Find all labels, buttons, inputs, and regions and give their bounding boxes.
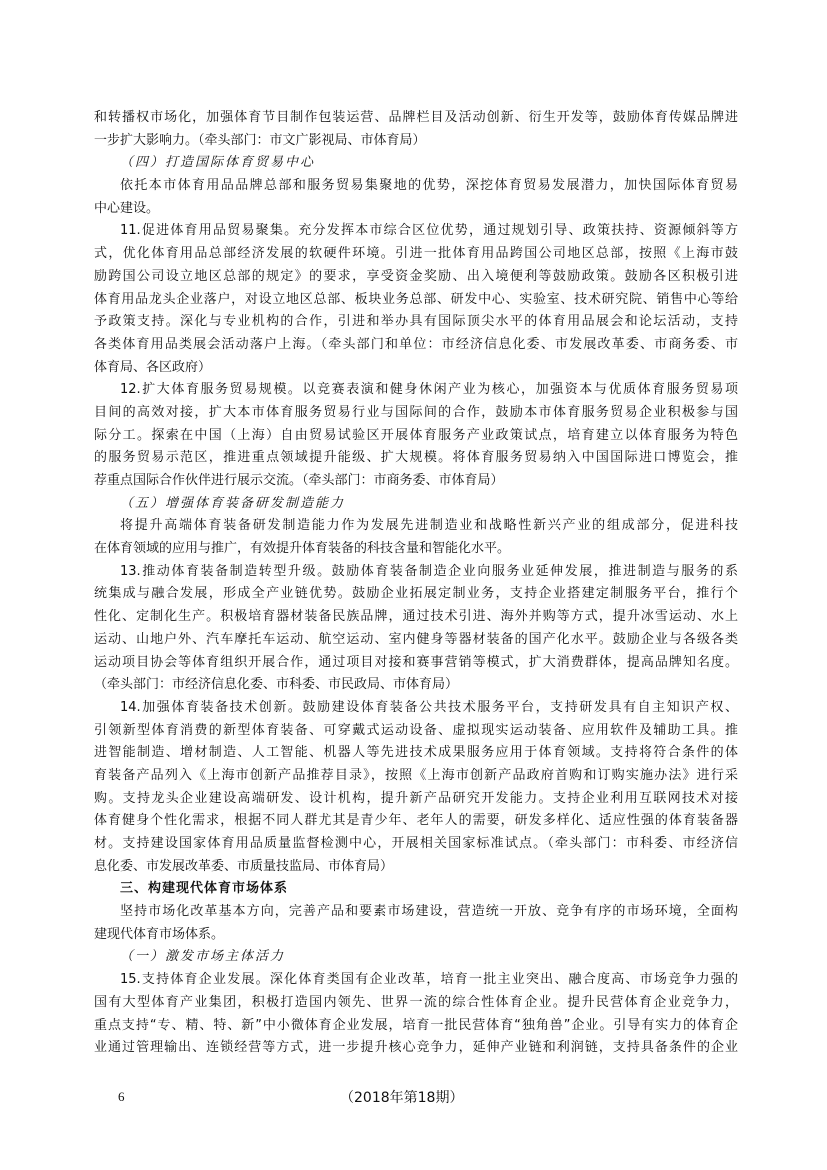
text-line: 进智能制造、增材制造、人工智能、机器人等先进技术成果服务应用于体育领域。支持将符合条件的体 (94, 745, 738, 761)
text-line: （一）激发市场主体活力 (120, 949, 286, 965)
paragraph (94, 379, 738, 492)
text-line: 目间的高效对接，扩大本市体育服务贸易行业与国际间的合作，鼓励本市体育服务贸易企业积极参与国 (94, 404, 738, 420)
text-line: 育装备产品列入《上海市创新产品推荐目录》，按照《上海市创新产品政府首购和订购实施办法》进行采 (94, 767, 738, 783)
text-line: 购。支持龙头企业建设高端研发、设计机构，提升新产品研究开发能力。支持企业利用互联网技术对接 (94, 790, 738, 806)
text-line: 励跨国公司设立地区总部的规定》的要求，享受资金奖励、出入境便利等鼓励政策。鼓励各区积极引进 (94, 268, 738, 284)
section-heading (94, 152, 738, 175)
text-line: 予政策支持。深化与专业机构的合作，引进和举办具有国际顶尖水平的体育用品展会和论坛活动，支持 (94, 314, 738, 330)
text-line: 中心建设。 (94, 200, 160, 216)
text-line: 业通过管理输出、连锁经营等方式，进一步提升核心竞争力，延伸产业链和利润链，支持具备条件的企业 (94, 1040, 738, 1056)
paragraph (94, 901, 738, 946)
text-line: 际分工。探索在中国（上海）自由贸易试验区开展体育服务产业政策试点，培育建立以体育服务为特色 (94, 427, 738, 443)
text-line: 依托本市体育用品品牌总部和服务贸易集聚地的优势，深挖体育贸易发展潜力，加快国际体育贸易 (120, 178, 738, 194)
paragraph (94, 220, 738, 379)
text-line: 式，优化体育用品总部经济发展的软硬件环境。引进一批体育用品跨国公司地区总部，按照《上海市鼓 (94, 246, 738, 262)
text-line: 引领新型体育消费的新型体育装备、可穿戴式运动设备、虚拟现实运动装备、应用软件及辅助工具。推 (94, 722, 738, 738)
paragraph (94, 561, 738, 697)
text-line: 性化、定制化生产。积极培育器材装备民族品牌，通过技术引进、海外并购等方式，提升冰雪运动、水上 (94, 609, 738, 625)
text-line: 一步扩大影响力。（牵头部门：市文广影视局、市体育局） (94, 132, 426, 148)
page-number: 6 (118, 1089, 125, 1104)
text-line: 14.加强体育装备技术创新。鼓励建设体育装备公共技术服务平台，支持研发具有自主知识产权、 (120, 699, 738, 715)
text-line: 国有大型体育产业集团，积极打造国内领先、世界一流的综合性体育企业。提升民营体育企业竞争力， (94, 994, 738, 1010)
text-line: 12.扩大体育服务贸易规模。以竞赛表演和健身休闲产业为核心，加强资本与优质体育服务贸易项 (120, 382, 738, 398)
text-line: （五）增强体育装备研发制造能力 (120, 495, 346, 511)
text-line: 将提升高端体育装备研发制造能力作为发展先进制造业和战略性新兴产业的组成部分，促进科技 (120, 518, 738, 534)
text-line: 材。支持建设国家体育用品质量监督检测中心，开展相关国家标准试点。（牵头部门：市科委、市经济信 (94, 836, 738, 851)
text-line: 坚持市场化改革基本方向，完善产品和要素市场建设，营造统一开放、竞争有序的市场环境，全面构 (120, 904, 738, 920)
document-body (94, 107, 738, 1060)
text-line: 息化委、市发展改革委、市质量技监局、市体育局） (94, 858, 394, 874)
text-line: 15.支持体育企业发展。深化体育类国有企业改革，培育一批主业突出、融合度高、市场竞争力强的 (120, 972, 738, 988)
text-line: （牵头部门：市经济信息化委、市科委、市民政局、市体育局） (94, 677, 459, 693)
text-line: 11.促进体育用品贸易聚集。充分发挥本市综合区位优势，通过规划引导、政策扶持、资源倾斜等方 (120, 223, 738, 239)
section-heading (94, 946, 738, 969)
paragraph (94, 515, 738, 560)
text-line: 荐重点国际合作伙伴进行展示交流。（牵头部门：市商务委、市体育局） (94, 473, 504, 488)
text-line: 建现代体育市场体系。 (94, 926, 225, 942)
text-line: （四）打造国际体育贸易中心 (120, 155, 316, 171)
text-line: 重点支持“专、精、特、新”中小微体育企业发展，培育一批民营体育“独角兽”企业。引导有实力的体育企 (94, 1017, 738, 1033)
text-line: 13.推动体育装备制造转型升级。鼓励体育装备制造企业向服务业延伸发展，推进制造与服务的系 (120, 563, 738, 579)
paragraph (94, 969, 738, 1060)
section-heading (94, 493, 738, 516)
text-line: 体育局、各区政府） (94, 359, 212, 375)
issue-label: （2018年第18期） (340, 1090, 464, 1106)
text-line: 体育健身个性化需求，根据不同人群尤其是青少年、老年人的需要，研发多样化、适应性强的体育装备器 (94, 813, 738, 829)
text-line: 在体育领域的应用与推广，有效提升体育装备的科技含量和智能化水平。 (94, 541, 511, 557)
paragraph (94, 697, 738, 879)
text-line: 和转播权市场化，加强体育节目制作包装运营、品牌栏目及活动创新、衍生开发等，鼓励体育传媒品牌进 (94, 110, 738, 125)
text-line: 统集成与融合发展，形成全产业链优势。鼓励企业拓展定制业务，支持企业搭建定制服务平台，推行个 (94, 586, 738, 602)
text-line: 各类体育用品类展会活动落户上海。（牵头部门和单位：市经济信息化委、市发展改革委、市商务委、市 (94, 336, 738, 352)
text-line: 三、构建现代体育市场体系 (120, 881, 289, 897)
section-heading (94, 878, 738, 901)
paragraph (94, 175, 738, 220)
text-line: 运动项目协会等体育组织开展合作，通过项目对接和赛事营销等模式，扩大消费群体，提高品牌知名度。 (94, 654, 738, 670)
text-line: 体育用品龙头企业落户，对设立地区总部、板块业务总部、研发中心、实验室、技术研究院、销售中心等给 (94, 291, 738, 307)
paragraph (94, 107, 738, 152)
text-line: 运动、山地户外、汽车摩托车运动、航空运动、室内健身等器材装备的国产化水平。鼓励企业与各级各类 (94, 631, 738, 647)
text-line: 的服务贸易示范区，推进重点领域提升能级、扩大规模。将体育服务贸易纳入中国国际进口博览会，推 (94, 450, 738, 466)
